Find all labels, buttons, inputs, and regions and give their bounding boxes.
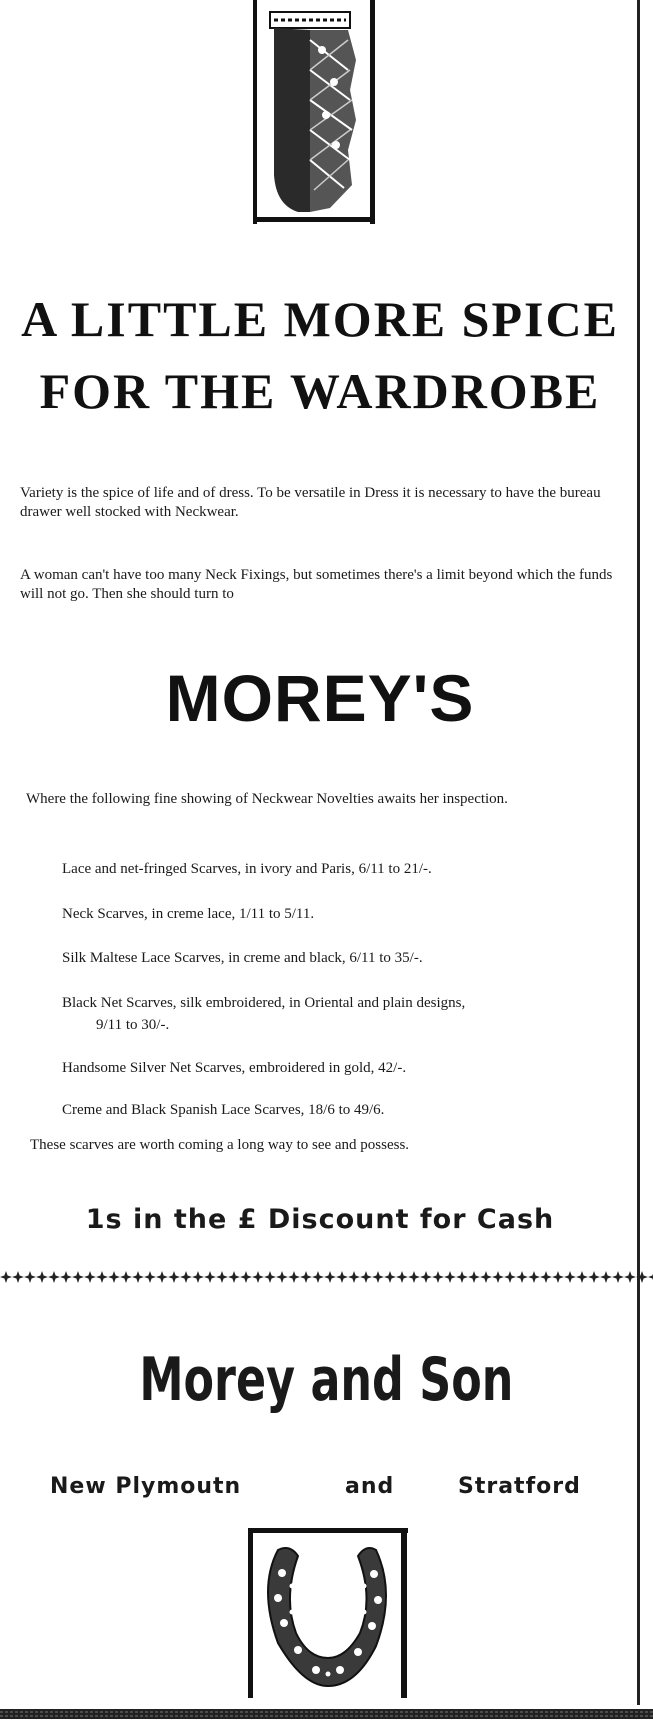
location-stratford: Stratford (458, 1474, 581, 1499)
offer-lead: Where the following fine showing of Neckwear Novelties awaits her inspection. (26, 791, 508, 807)
list-item: Black Net Scarves, silk embroidered, in Oriental and plain designs, (62, 995, 466, 1011)
brand-name: MOREY'S (165, 661, 475, 735)
list-item: Lace and net-fringed Scarves, in ivory and Paris, 6/11 to 21/-. (62, 861, 432, 877)
list-item: Creme and Black Spanish Lace Scarves, 18/6 to 49/6. (62, 1102, 385, 1118)
location-new-plymouth: New Plymoutn (50, 1474, 242, 1499)
list-item: Silk Maltese Lace Scarves, in creme and black, 6/11 to 35/-. (62, 950, 423, 966)
list-item: Handsome Silver Net Scarves, embroidered in gold, 42/-. (62, 1060, 407, 1076)
headline-line-1: A LITTLE MORE SPICE (21, 291, 619, 347)
star-ornament-divider-icon (0, 1270, 653, 1284)
discount-line: 1s in the £ Discount for Cash (85, 1204, 555, 1235)
list-item: Neck Scarves, in creme lace, 1/11 to 5/11. (62, 906, 315, 922)
firm-name: Morey and Son (139, 1345, 514, 1415)
intro-paragraph-1: Variety is the spice of life and of dress. To be versatile in Dress it is necessary to have the bureau drawer well stocked with Neckwear. (20, 485, 601, 520)
lace-scarf-illustration-icon (252, 0, 379, 224)
lace-collar-illustration-icon (248, 1528, 408, 1698)
column-rule (637, 0, 640, 1705)
intro-paragraph-2: A woman can't have too many Neck Fixings, but sometimes there's a limit beyond which the funds will not go. Then she should turn to (20, 567, 613, 602)
location-and: and (345, 1474, 395, 1499)
list-item: 9/11 to 30/-. (96, 1017, 170, 1033)
offer-closing: These scarves are worth coming a long way to see and possess. (30, 1137, 410, 1153)
headline-line-2: FOR THE WARDROBE (39, 363, 601, 419)
bottom-border (0, 1706, 653, 1721)
